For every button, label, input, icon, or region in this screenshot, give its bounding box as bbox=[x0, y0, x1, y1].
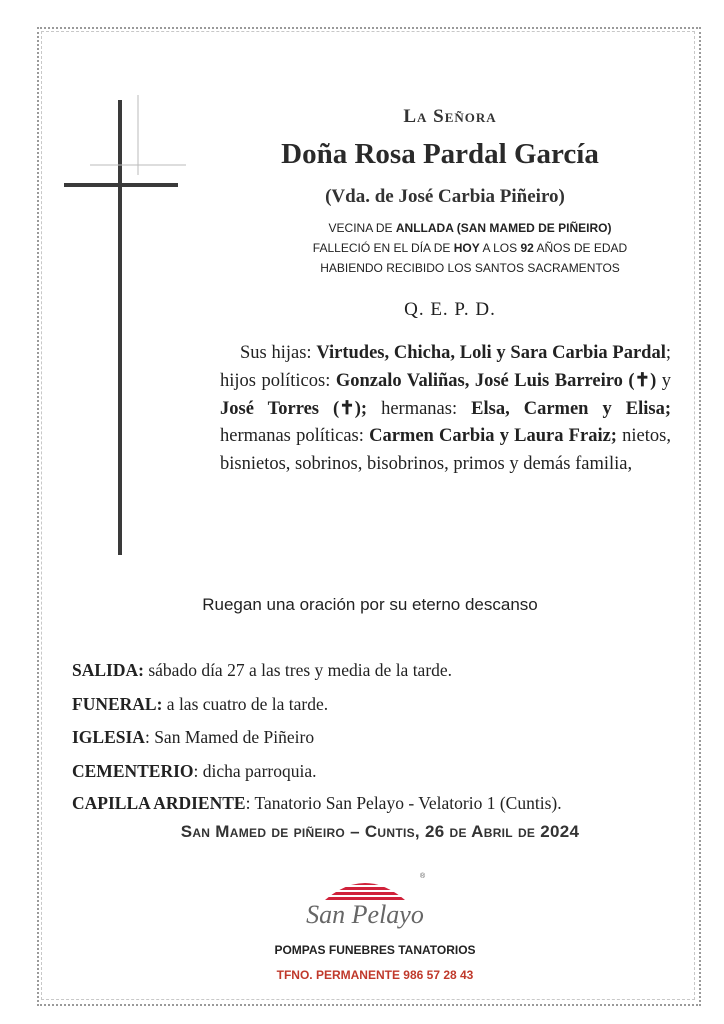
detail-row-funeral: FUNERAL: a las cuatro de la tarde. bbox=[72, 694, 329, 714]
cross-small-icon: ✝ bbox=[339, 398, 355, 419]
family-paragraph: Sus hijas: Virtudes, Chicha, Loli y Sara Carbia Pardal; hijos políticos: Gonzalo Valiñas, José Luis Barreiro (✝) y José Torres (✝); hermanas: Elsa, Carmen y Elisa; hermanas políticas: Carmen Carbia y Laura Fraiz; nietos, bisnietos, sobrinos, bisobrinos, primos y demás familia, bbox=[220, 343, 672, 475]
logo-text: San Pelayo bbox=[306, 900, 424, 929]
info-death: FALLECIÓ EN EL DÍA DE HOY A LOS 92 AÑOS DE EDAD bbox=[312, 241, 628, 255]
qepd: Q. E. P. D. bbox=[404, 299, 496, 320]
deceased-name: Doña Rosa Pardal García bbox=[281, 138, 599, 170]
info-sacraments: HABIENDO RECIBIDO LOS SANTOS SACRAMENTOS bbox=[320, 261, 620, 275]
title-label: La Señora bbox=[403, 106, 497, 127]
prayer-request: Ruegan una oración por su eterno descanso bbox=[202, 595, 538, 614]
place-date: San Mamed de piñeiro – Cuntis, 26 de Abril de 2024 bbox=[180, 822, 580, 841]
company-name: POMPAS FUNEBRES TANATORIOS bbox=[274, 943, 476, 957]
cross-small-icon: ✝ bbox=[634, 370, 651, 391]
detail-row-iglesia: IGLESIA: San Mamed de Piñeiro bbox=[72, 727, 315, 747]
widow-of: (Vda. de José Carbia Piñeiro) bbox=[325, 186, 565, 207]
phone-number: TFNO. PERMANENTE 986 57 28 43 bbox=[276, 968, 474, 982]
detail-row-salida: SALIDA: sábado día 27 a las tres y media de la tarde. bbox=[72, 660, 453, 680]
san-pelayo-logo bbox=[290, 868, 440, 938]
detail-row-cementerio: CEMENTERIO: dicha parroquia. bbox=[72, 761, 317, 781]
detail-row-capilla: CAPILLA ARDIENTE: Tanatorio San Pelayo - Velatorio 1 (Cuntis). bbox=[72, 793, 562, 813]
cross-icon bbox=[60, 95, 190, 560]
svg-text:®: ® bbox=[420, 873, 426, 880]
info-residence: VECINA DE ANLLADA (SAN MAMED DE PIÑEIRO) bbox=[328, 221, 612, 235]
